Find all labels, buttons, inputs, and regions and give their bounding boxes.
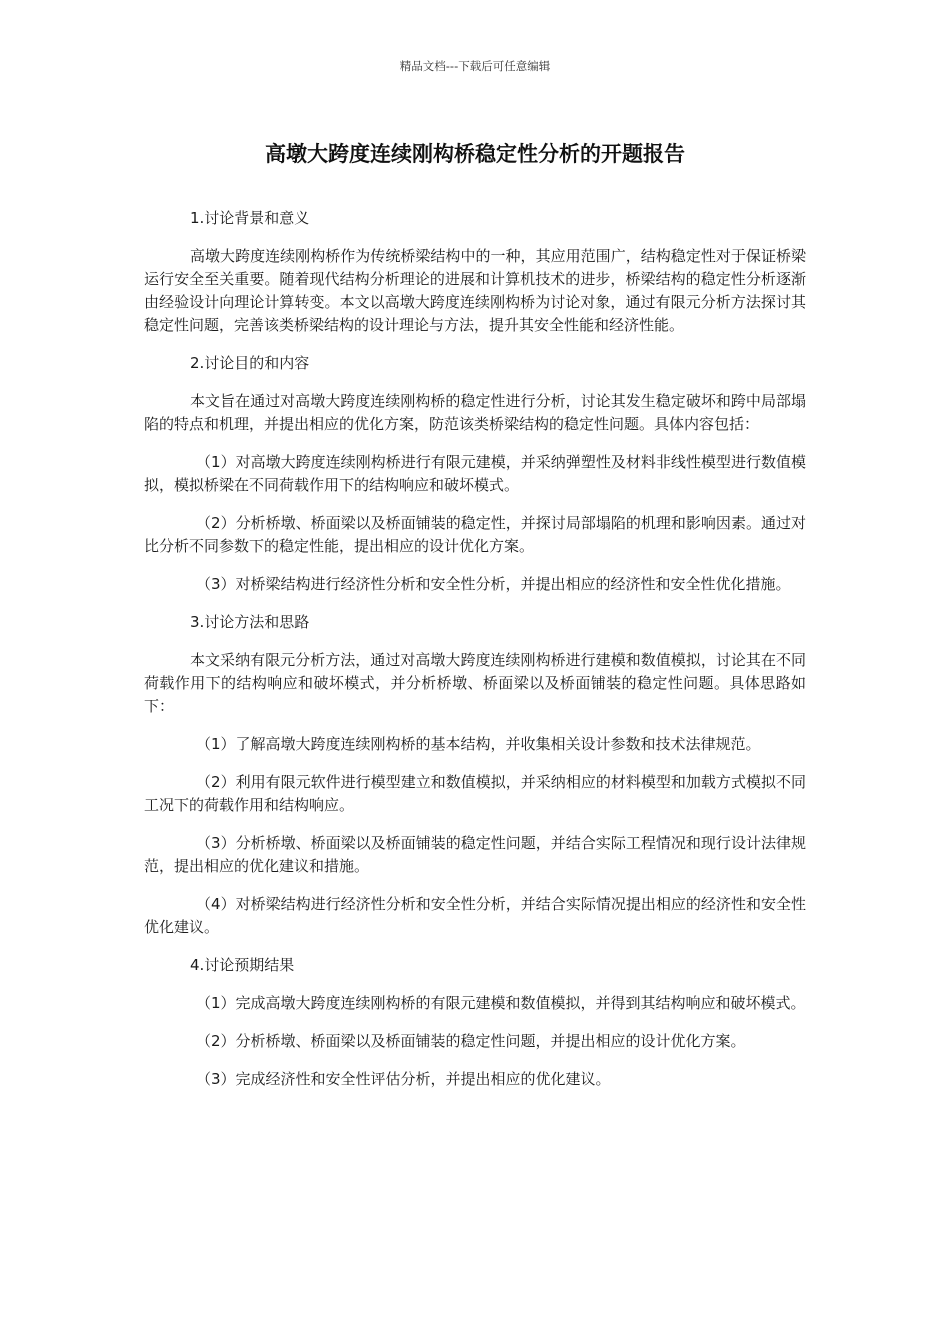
section-heading: 3.讨论方法和思路 <box>190 613 310 631</box>
list-item: （1）对高墩大跨度连续刚构桥进行有限元建模，并采纳弹塑性及材料非线性模型进行数值模拟，模拟桥梁在不同荷载作用下的结构响应和破坏模式。 <box>144 453 806 494</box>
list-item: （2）利用有限元软件进行模型建立和数值模拟，并采纳相应的材料模型和加载方式模拟不同工况下的荷载作用和结构响应。 <box>144 773 806 814</box>
paragraph: 高墩大跨度连续刚构桥作为传统桥梁结构中的一种，其应用范围广，结构稳定性对于保证桥梁运行安全至关重要。随着现代结构分析理论的进展和计算机技术的进步，桥梁结构的稳定性分析逐渐由经验设计向理论计算转变。本文以高墩大跨度连续刚构桥为讨论对象，通过有限元分析方法探讨其稳定性问题，完善该类桥梁结构的设计理论与方法，提升其安全性能和经济性能。 <box>144 247 806 334</box>
paragraph: 本文采纳有限元分析方法，通过对高墩大跨度连续刚构桥进行建模和数值模拟，讨论其在不同荷载作用下的结构响应和破坏模式，并分析桥墩、桥面梁以及桥面铺装的稳定性问题。具体思路如下： <box>144 651 806 715</box>
page-header: 精品文档---下载后可任意编辑 <box>399 59 551 73</box>
list-item: （1）了解高墩大跨度连续刚构桥的基本结构，并收集相关设计参数和技术法律规范。 <box>196 735 761 753</box>
list-item: （3）对桥梁结构进行经济性分析和安全性分析，并提出相应的经济性和安全性优化措施。 <box>196 575 791 593</box>
list-item: （2）分析桥墩、桥面梁以及桥面铺装的稳定性，并探讨局部塌陷的机理和影响因素。通过对比分析不同参数下的稳定性能，提出相应的设计优化方案。 <box>144 514 806 555</box>
list-item: （4）对桥梁结构进行经济性分析和安全性分析，并结合实际情况提出相应的经济性和安全性优化建议。 <box>144 895 806 936</box>
section-heading: 4.讨论预期结果 <box>190 956 295 974</box>
list-item: （3）分析桥墩、桥面梁以及桥面铺装的稳定性问题，并结合实际工程情况和现行设计法律规范，提出相应的优化建议和措施。 <box>144 834 806 875</box>
list-item: （2）分析桥墩、桥面梁以及桥面铺装的稳定性问题，并提出相应的设计优化方案。 <box>196 1032 746 1050</box>
document-body <box>144 207 806 1106</box>
list-item: （1）完成高墩大跨度连续刚构桥的有限元建模和数值模拟，并得到其结构响应和破坏模式。 <box>196 994 806 1012</box>
section-heading: 2.讨论目的和内容 <box>190 354 310 372</box>
document-title: 高墩大跨度连续刚构桥稳定性分析的开题报告 <box>265 142 685 166</box>
section-heading: 1.讨论背景和意义 <box>190 209 310 227</box>
list-item: （3）完成经济性和安全性评估分析，并提出相应的优化建议。 <box>196 1070 611 1088</box>
paragraph: 本文旨在通过对高墩大跨度连续刚构桥的稳定性进行分析，讨论其发生稳定破坏和跨中局部塌陷的特点和机理，并提出相应的优化方案，防范该类桥梁结构的稳定性问题。具体内容包括： <box>144 392 806 433</box>
